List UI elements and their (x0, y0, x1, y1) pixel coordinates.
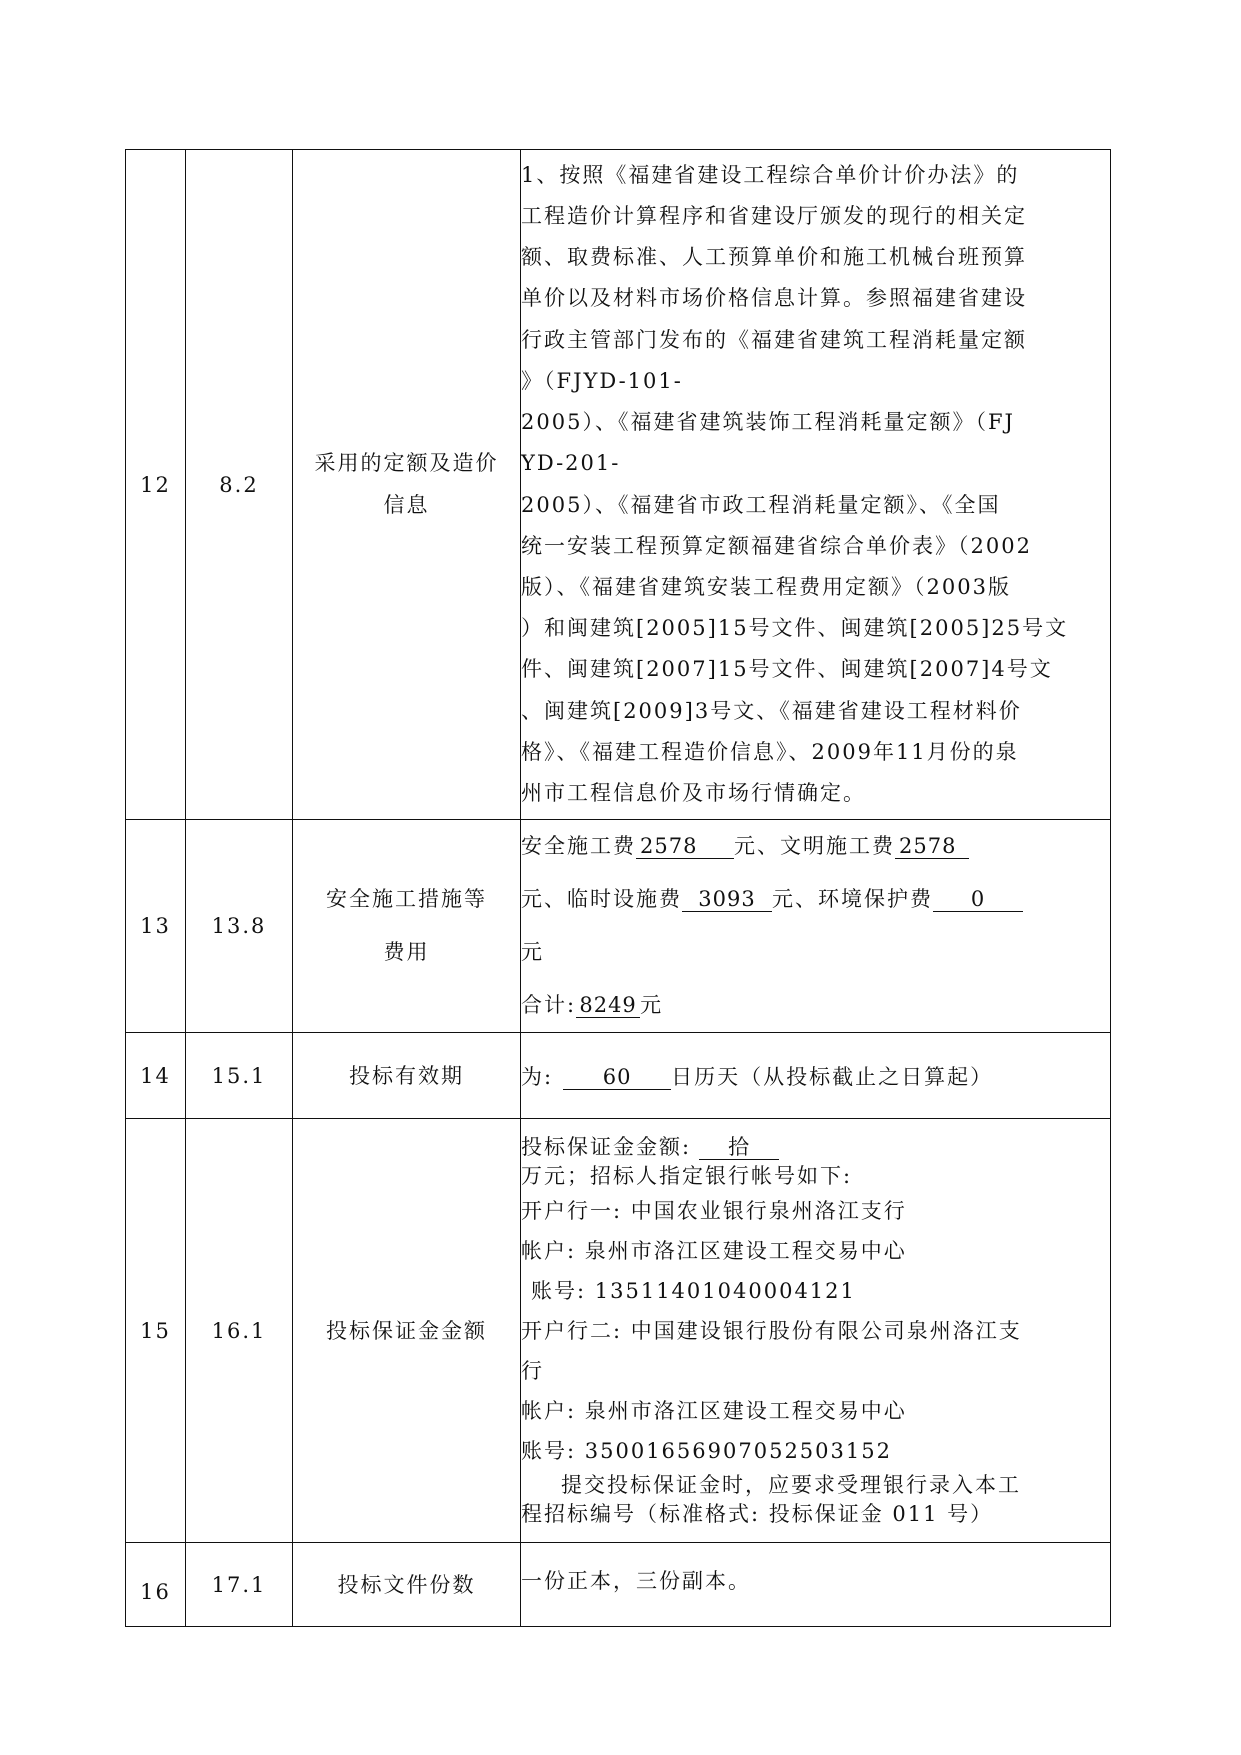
content-line: 2005）、《福建省建筑装饰工程消耗量定额》（FJ (521, 410, 1015, 435)
item-name (293, 820, 521, 1033)
fee-line-3 (521, 926, 1110, 979)
validity-days-value: 60 (563, 1065, 671, 1090)
civil-fee-value: 2578 (895, 834, 969, 859)
validity-suffix: 日历天（从投标截止之日算起） (671, 1064, 994, 1089)
content-line: ）和闽建筑[2005]15号文件、闽建筑[2005]25号文 (521, 616, 1069, 641)
unit-label: 元 (734, 834, 757, 858)
fee-line-2 (521, 873, 1110, 926)
content-line: 2005）、《福建省市政工程消耗量定额》、《全国 (521, 492, 1001, 517)
content-line: 版）、《福建省建筑安装工程费用定额》（2003版 (521, 574, 1011, 599)
item-name-line: 安全施工措施等 (326, 887, 487, 911)
unit-label: 元 (521, 940, 544, 964)
content-line: YD-201- (521, 451, 621, 476)
clause-number: 13.8 (186, 820, 293, 1033)
temp-fee-value: 3093 (682, 887, 772, 912)
bank-2-name-cont: 行 (521, 1358, 544, 1383)
civil-fee-label: 、文明施工费 (757, 834, 895, 858)
item-content (521, 820, 1111, 1033)
row-number: 14 (126, 1033, 186, 1119)
table-row (126, 150, 1111, 820)
bank-1-holder: 帐户: 泉州市洛江区建设工程交易中心 (521, 1238, 907, 1263)
item-content (521, 150, 1111, 820)
table-row (126, 820, 1111, 1033)
deposit-amount-line (521, 1133, 1110, 1162)
bank-1-name: 开户行一: 中国农业银行泉州洛江支行 (521, 1198, 907, 1223)
content-line: 格》、《福建工程造价信息》、2009年11月份的泉 (521, 739, 1019, 764)
item-name-line: 投标有效期 (349, 1063, 464, 1088)
item-name (293, 1543, 521, 1627)
table-row (126, 1543, 1111, 1627)
unit-label: 元 (640, 993, 664, 1017)
clause-number: 16.1 (186, 1119, 293, 1543)
unit-label: 元 (521, 887, 544, 911)
content-line: 州市工程信息价及市场行情确定。 (521, 780, 866, 805)
bank-2-holder: 帐户: 泉州市洛江区建设工程交易中心 (521, 1398, 907, 1423)
fee-line-1 (521, 820, 1110, 873)
env-fee-label: 、环境保护费 (795, 887, 933, 911)
content-line: 额、取费标准、人工预算单价和施工机械台班预算 (521, 245, 1027, 270)
item-name-line: 费用 (383, 940, 430, 964)
deposit-amount-value: 拾 (699, 1135, 779, 1160)
deposit-note-line: 提交投标保证金时，应要求受理银行录入本工 (561, 1472, 1021, 1497)
item-content: 一份正本，三份副本。 (521, 1543, 1111, 1627)
fee-total-line (521, 979, 1110, 1032)
row-number: 16 (126, 1543, 186, 1627)
validity-line (521, 1061, 1110, 1091)
clause-number: 15.1 (186, 1033, 293, 1119)
clause-number: 17.1 (186, 1543, 293, 1627)
table-row (126, 1033, 1111, 1119)
bank-2-name: 开户行二: 中国建设银行股份有限公司泉州洛江支 (521, 1318, 1022, 1343)
content-line: 行政主管部门发布的《福建省建筑工程消耗量定额 (521, 327, 1027, 352)
content-line: 万元；招标人指定银行帐号如下: (521, 1163, 853, 1188)
row-number: 15 (126, 1119, 186, 1543)
item-name-line: 投标文件份数 (337, 1572, 476, 1597)
content-line: 工程造价计算程序和省建设厅颁发的现行的相关定 (521, 204, 1027, 229)
content-line: 、闽建筑[2009]3号文、《福建省建设工程材料价 (521, 698, 1022, 723)
item-name (293, 150, 521, 820)
deposit-amount-label: 投标保证金金额: (521, 1134, 692, 1159)
item-content (521, 1033, 1111, 1119)
content-line: 统一安装工程预算定额福建省综合单价表》（2002 (521, 533, 1032, 558)
row-number: 13 (126, 820, 186, 1033)
item-content (521, 1119, 1111, 1543)
item-name-line: 采用的定额及造价 (314, 451, 499, 476)
temp-fee-label: 、临时设施费 (544, 887, 682, 911)
bid-terms-table (125, 149, 1111, 1627)
row-number: 12 (126, 150, 186, 820)
clause-number: 8.2 (186, 150, 293, 820)
item-name (293, 1119, 521, 1543)
unit-label: 元 (772, 887, 795, 911)
env-fee-value: 0 (933, 887, 1023, 912)
item-name (293, 1033, 521, 1119)
content-line: 1、按照《福建省建设工程综合单价计价办法》的 (521, 162, 1020, 187)
total-label: 合计: (521, 993, 577, 1017)
safety-fee-value: 2578 (636, 834, 734, 859)
content-line: 单价以及材料市场价格信息计算。参照福建省建设 (521, 286, 1027, 311)
deposit-note-line: 程招标编号（标准格式: 投标保证金 011 号） (521, 1501, 994, 1526)
content-line: 》（FJYD-101- (521, 368, 683, 393)
safety-fee-label: 安全施工费 (521, 834, 636, 858)
content-line: 件、闽建筑[2007]15号文件、闽建筑[2007]4号文 (521, 657, 1053, 682)
bank-1-account: 账号: 13511401040004121 (531, 1278, 856, 1303)
table-row (126, 1119, 1111, 1543)
total-value: 8249 (576, 993, 640, 1018)
item-name-line: 信息 (383, 492, 430, 517)
validity-prefix: 为: (521, 1064, 554, 1089)
item-name-line: 投标保证金金额 (326, 1318, 487, 1343)
bank-2-account: 账号: 35001656907052503152 (521, 1438, 892, 1463)
